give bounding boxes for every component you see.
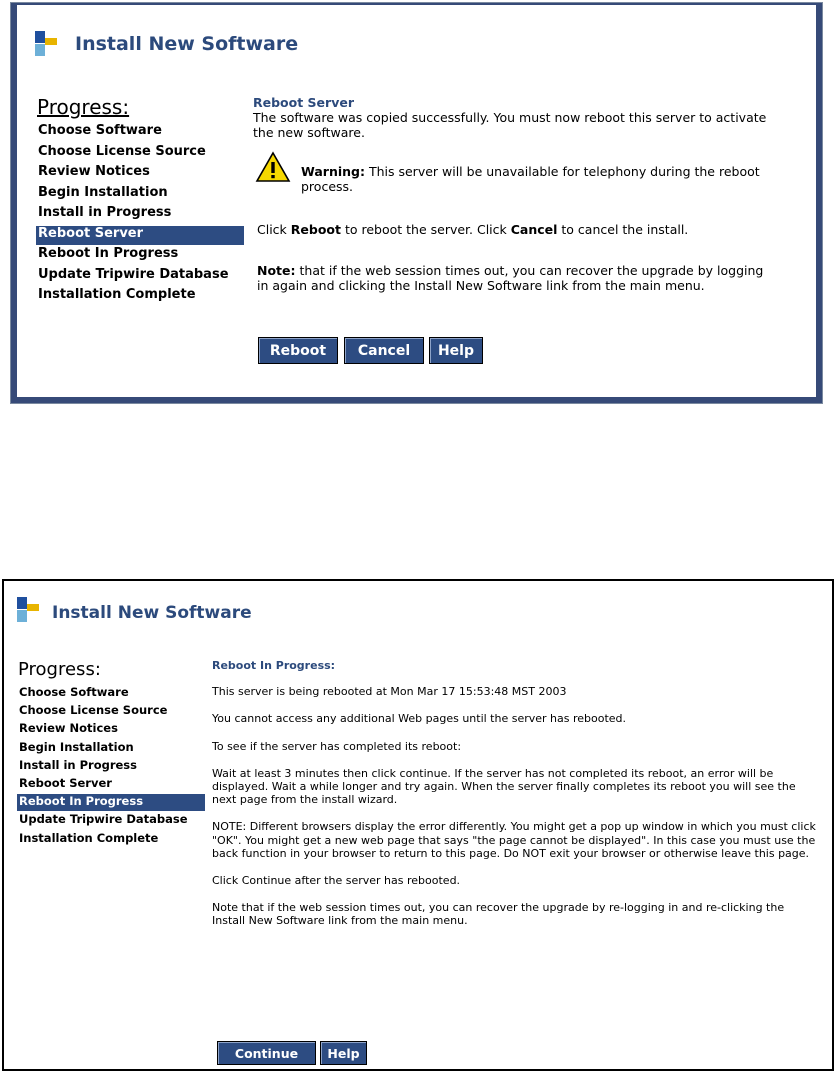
progress-steps (36, 123, 244, 308)
step-review-notices: Review Notices (19, 721, 118, 736)
step-update-tripwire-database: Update Tripwire Database (38, 266, 229, 282)
step-reboot-in-progress: Reboot In Progress (17, 794, 205, 811)
cancel-button[interactable]: Cancel (344, 337, 424, 364)
help-button[interactable]: Help (429, 337, 483, 364)
step-install-in-progress: Install in Progress (38, 205, 172, 220)
step-reboot-server: Reboot Server (36, 226, 244, 245)
browser-note-text: NOTE: Different browsers display the error differently. You might get a pop up window in which you must click "OK". You might get a new web page that says "the page cannot be displayed". In this case you must use the back function in your browser to return to this page. Do NOT exit your browser or otherwise leave this page. (212, 820, 816, 860)
section-title: Reboot Server (253, 95, 354, 110)
progress-steps (17, 685, 205, 849)
step-choose-software: Choose Software (38, 123, 162, 138)
step-choose-software: Choose Software (19, 685, 129, 699)
install-software-logo-icon (35, 31, 57, 57)
progress-heading: Progress: (18, 659, 101, 680)
click-cancel-label: Cancel (510, 222, 558, 237)
session-note-text: Note that if the web session times out, you can recover the upgrade by re-logging in and re-clicking the Install New Software link from the main menu. (212, 901, 785, 928)
step-choose-license-source: Choose License Source (19, 703, 168, 718)
reboot-button[interactable]: Reboot (258, 337, 338, 364)
reboot-server-content (253, 95, 783, 140)
step-choose-license-source: Choose License Source (38, 143, 206, 159)
click-suffix: to cancel the install. (557, 222, 689, 237)
step-reboot-server: Reboot Server (19, 775, 112, 790)
page-title: Install New Software (52, 603, 252, 623)
reboot-timestamp-text: This server is being rebooted at Mon Mar 17 15:53:48 MST 2003 (212, 685, 567, 699)
step-review-notices: Review Notices (38, 164, 150, 179)
check-reboot-text: To see if the server has completed its reboot: (212, 739, 462, 753)
warning-icon (255, 151, 291, 183)
reboot-in-progress-panel (2, 579, 834, 1071)
access-warning-text: You cannot access any additional Web pages until the server has rebooted. (212, 712, 627, 726)
step-install-in-progress: Install in Progress (19, 757, 137, 772)
click-instructions (257, 222, 787, 237)
warning-text: This server will be unavailable for telephony during the reboot process. (301, 164, 760, 194)
section-title: Reboot In Progress: (212, 659, 336, 672)
click-prefix: Click (257, 222, 291, 237)
continue-button[interactable]: Continue (217, 1041, 316, 1065)
step-installation-complete: Installation Complete (19, 830, 159, 845)
install-software-logo-icon (17, 597, 39, 623)
progress-heading: Progress: (37, 95, 130, 119)
step-begin-installation: Begin Installation (19, 739, 134, 754)
note-text: that if the web session times out, you can recover the upgrade by logging in again and clicking the Install New Software link from the main menu. (257, 263, 764, 293)
reboot-in-progress-content (212, 659, 820, 928)
step-begin-installation: Begin Installation (38, 184, 168, 200)
click-reboot-label: Reboot (290, 222, 341, 237)
click-mid: to reboot the server. Click (340, 222, 511, 237)
reboot-server-panel (10, 2, 823, 404)
note-label: Note: (257, 263, 296, 278)
click-continue-text: Click Continue after the server has rebooted. (212, 874, 461, 888)
step-update-tripwire-database: Update Tripwire Database (19, 812, 188, 827)
page-title: Install New Software (75, 33, 299, 55)
session-note (257, 263, 772, 293)
warning-label: Warning: (301, 164, 365, 179)
step-installation-complete: Installation Complete (38, 287, 196, 302)
warning-message (301, 164, 776, 194)
intro-text: The software was copied successfully. You must now reboot this server to activate the new software. (253, 110, 767, 140)
wait-instructions-text: Wait at least 3 minutes then click continue. If the server has not completed its reboot, an error will be displayed. Wait a while longer and try again. When the server finally completes its reboot you will see the next page from the install wizard. (212, 766, 796, 807)
help-button[interactable]: Help (320, 1041, 367, 1065)
step-reboot-in-progress: Reboot In Progress (38, 246, 179, 261)
